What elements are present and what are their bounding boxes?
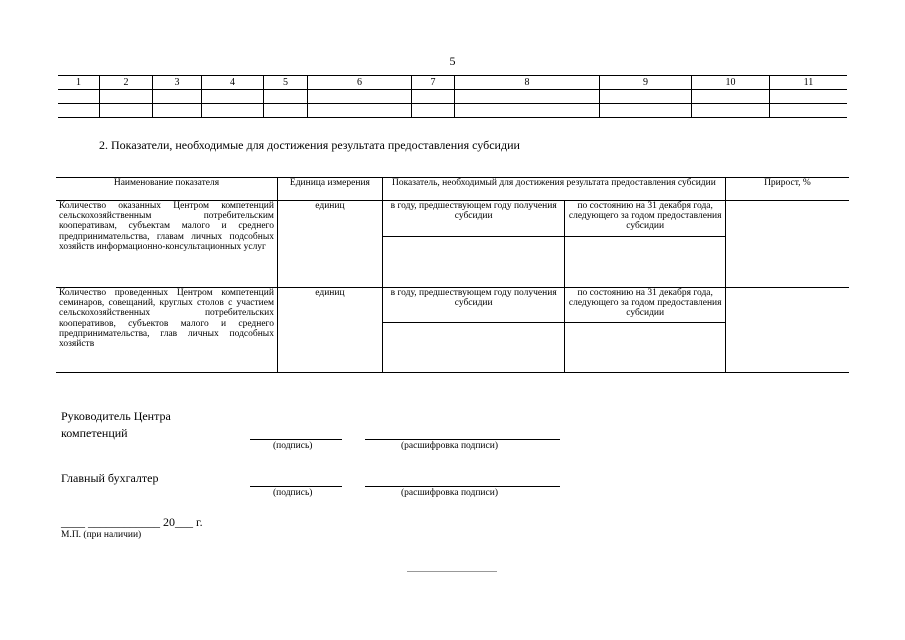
accountant-decoding-label: (расшифровка подписи): [401, 488, 498, 498]
col-header: 9: [600, 76, 692, 90]
header-growth: Прирост, %: [725, 178, 849, 201]
head-decoding-label: (расшифровка подписи): [401, 441, 498, 451]
date-line: ____ ____________ 20___ г.: [61, 515, 203, 529]
header-unit: Единица измерения: [277, 178, 382, 201]
table-row: [58, 104, 847, 118]
row-unit: единиц: [277, 288, 382, 373]
col-header: 6: [308, 76, 412, 90]
row-name: Количество проведенных Центром компетенций семинаров, совещаний, круглых столов с участием сельскохозяйственных потребительских кооперативов, субъектов малого и среднего предпринимательства, глав личных подсобных хозяйств: [56, 288, 277, 373]
stamp-note: М.П. (при наличии): [61, 530, 142, 540]
head-signature-line: [250, 439, 342, 440]
accountant-signature-label: (подпись): [273, 488, 313, 498]
table-row: [56, 288, 849, 323]
table-row: [56, 201, 849, 237]
col-header: 4: [202, 76, 264, 90]
footnote-rule: [407, 571, 497, 572]
row-prev-year: в году, предшествующем году получения субсидии: [382, 201, 565, 237]
col-header: 10: [692, 76, 770, 90]
accountant-decoding-line: [365, 486, 560, 487]
indicators-table: [56, 177, 849, 373]
head-decoding-line: [365, 439, 560, 440]
row-unit: единиц: [277, 201, 382, 288]
header-name: Наименование показателя: [56, 178, 277, 201]
value-cell: [565, 236, 725, 287]
value-cell: [382, 236, 565, 287]
value-cell: [565, 323, 725, 373]
row-growth: [725, 288, 849, 373]
indicators-header-row: [56, 178, 849, 201]
header-indicator: Показатель, необходимый для достижения результата предоставления субсидии: [382, 178, 725, 201]
table-row: [58, 90, 847, 104]
row-dec31: по состоянию на 31 декабря года, следующего за годом предоставления субсидии: [565, 201, 725, 237]
row-prev-year: в году, предшествующем году получения субсидии: [382, 288, 565, 323]
columns-table: [58, 75, 847, 118]
head-signature-label: (подпись): [273, 441, 313, 451]
page-number: 5: [449, 54, 456, 68]
col-header: 2: [100, 76, 153, 90]
col-header: 5: [264, 76, 308, 90]
row-name: Количество оказанных Центром компетенций сельскохозяйственным потребительским кооперативам, субъектам малого и среднего предпринимательства, главам личных подсобных хозяйств информационно-консультационных услуг: [56, 201, 277, 288]
accountant-signature-line: [250, 486, 342, 487]
accountant-title: Главный бухгалтер: [61, 471, 159, 485]
head-title-line2: компетенций: [61, 426, 128, 440]
head-title-line1: Руководитель Центра: [61, 409, 171, 423]
col-header: 1: [58, 76, 100, 90]
row-dec31: по состоянию на 31 декабря года, следующего за годом предоставления субсидии: [565, 288, 725, 323]
value-cell: [382, 323, 565, 373]
col-header: 11: [770, 76, 848, 90]
section-title: 2. Показатели, необходимые для достижения результата предоставления субсидии: [99, 138, 520, 152]
columns-header-row: [58, 76, 847, 90]
col-header: 7: [412, 76, 455, 90]
row-growth: [725, 201, 849, 288]
col-header: 3: [153, 76, 202, 90]
col-header: 8: [455, 76, 600, 90]
